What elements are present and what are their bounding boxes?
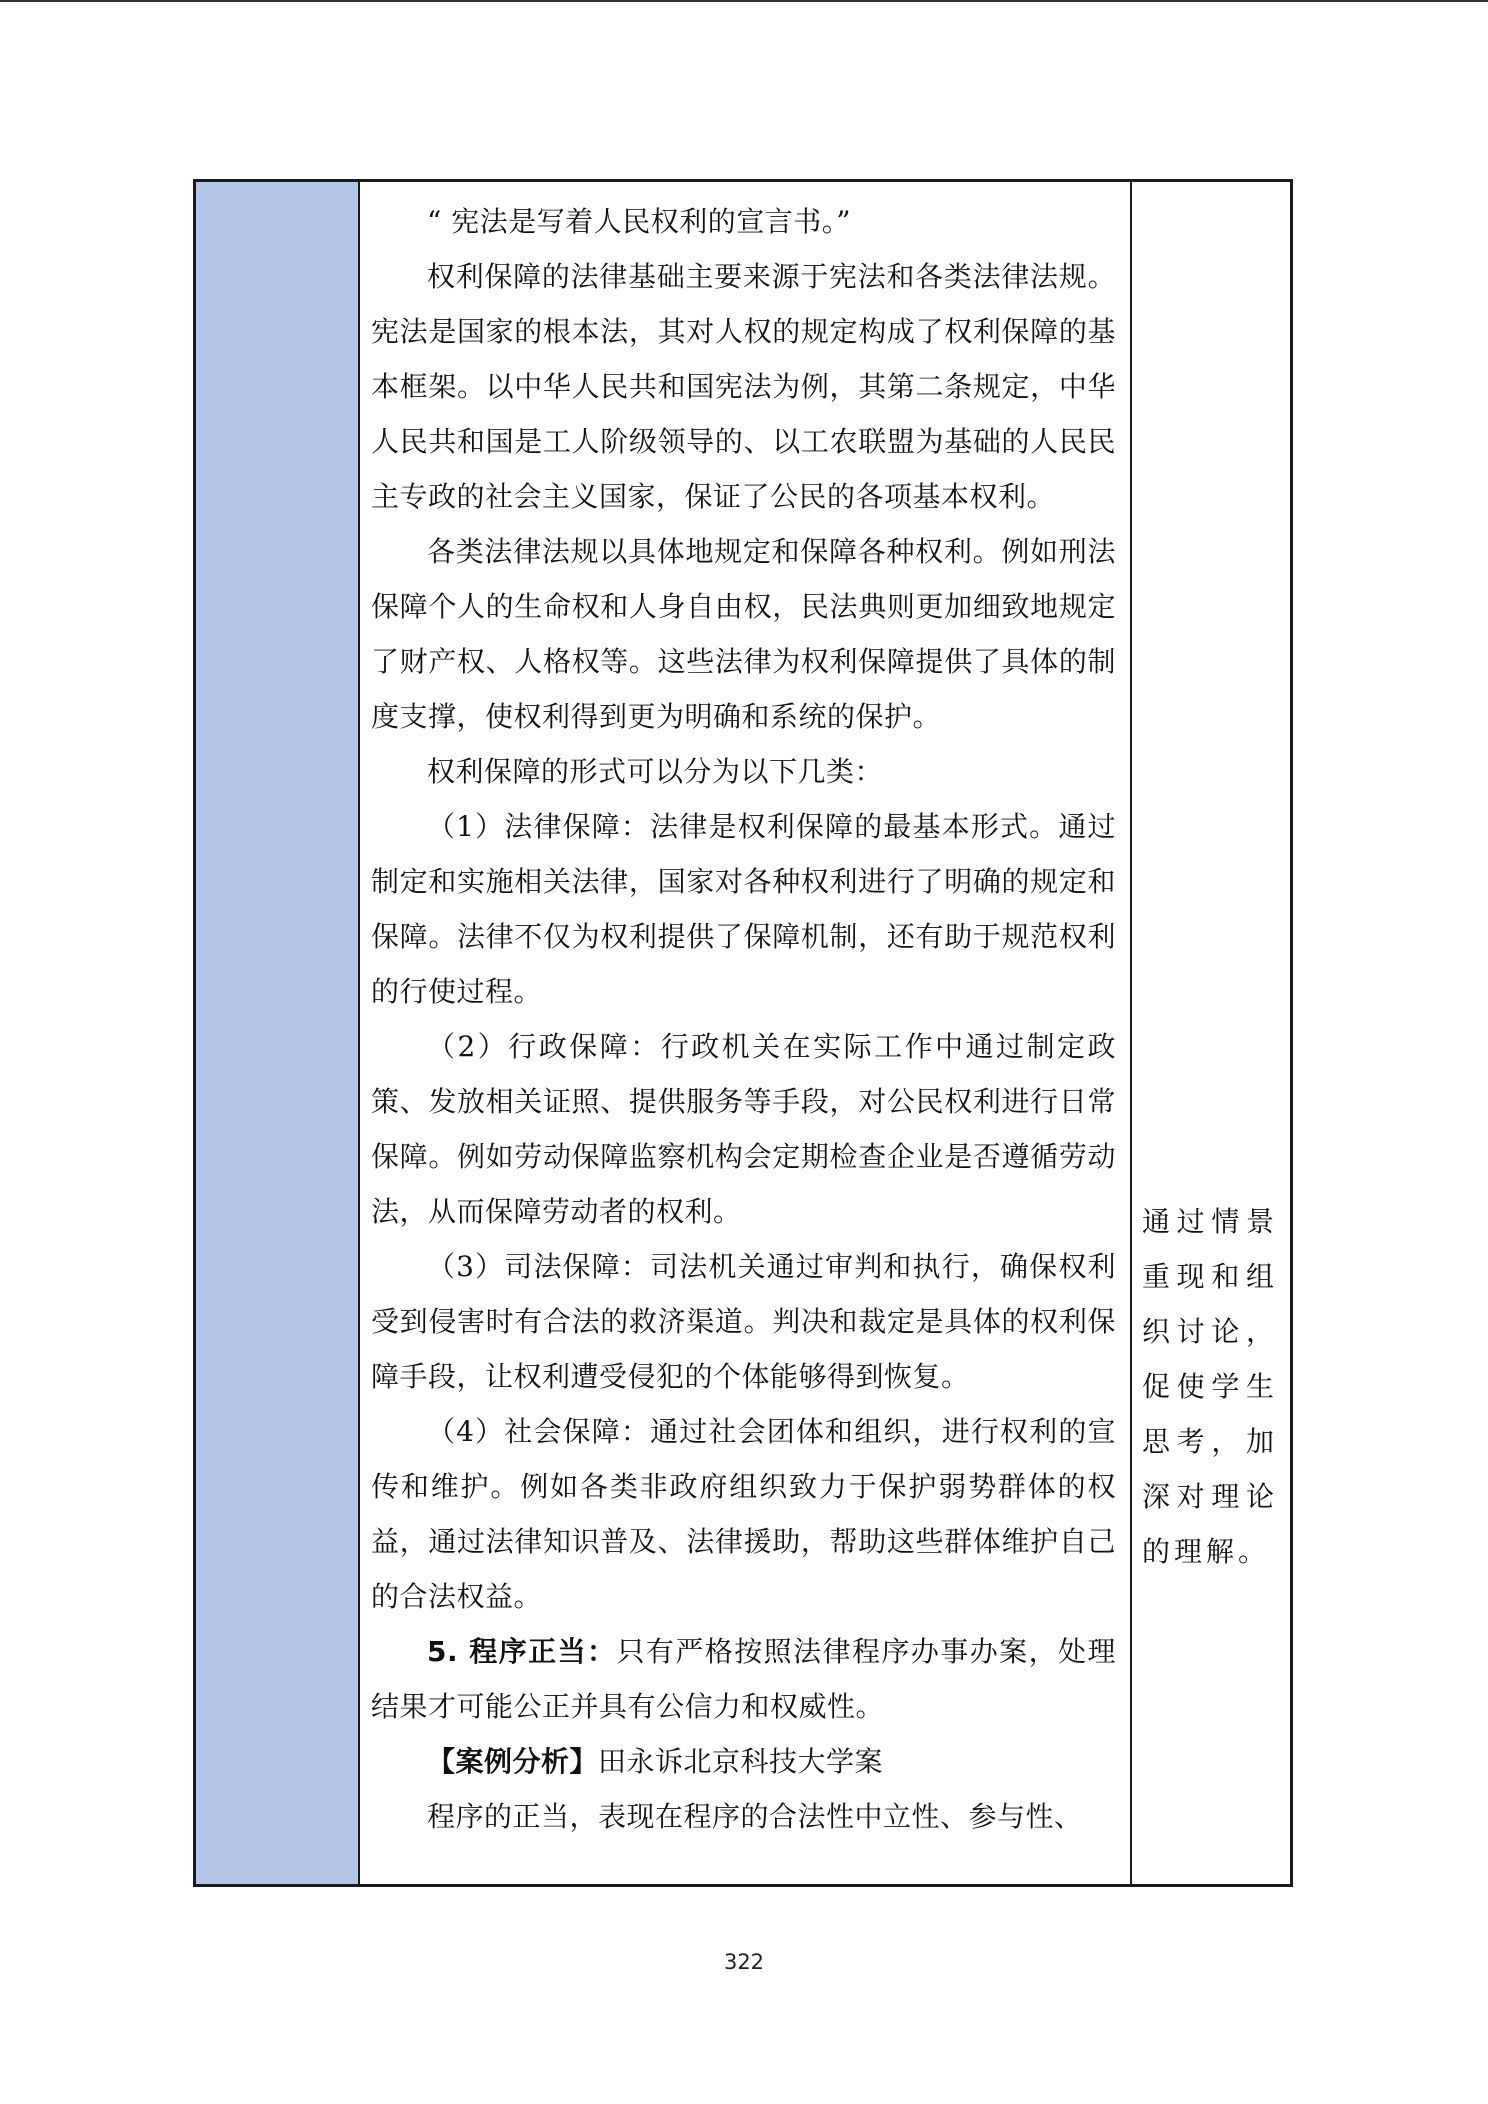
- case-analysis-title: 田永诉北京科技大学案: [598, 1745, 884, 1778]
- content-body: [360, 194, 1130, 1844]
- procedure-paragraph: 程序的正当，表现在程序的合法性中立性、参与性、: [427, 1800, 1083, 1833]
- section-5-text: 只有严格按照法律程序办事办案，处理结果才可能公正并具有公信力和权威性。: [371, 1635, 1116, 1723]
- table-left-column: [196, 182, 360, 1884]
- item-administrative-guarantee: （2）行政保障：行政机关在实际工作中通过制定政策、发放相关证照、提供服务等手段，对公民权利进行日常保障。例如劳动保障监察机构会定期检查企业是否遵循劳动法，从而保障劳动者的权利。: [371, 1030, 1116, 1228]
- top-border-line: [0, 0, 1488, 2]
- table-notes-column: [1130, 182, 1290, 1884]
- laws-paragraph: 各类法律法规以具体地规定和保障各种权利。例如刑法保障个人的生命权和人身自由权，民法典则更加细致地规定了财产权、人格权等。这些法律为权利保障提供了具体的制度支撑，使权利得到更为明确和系统的保护。: [371, 535, 1116, 733]
- case-analysis-paragraph: [371, 1734, 1116, 1789]
- case-analysis-heading: 【案例分析】: [427, 1745, 599, 1778]
- lesson-table: [193, 179, 1293, 1887]
- forms-intro-paragraph: 权利保障的形式可以分为以下几类：: [427, 755, 884, 788]
- section-5-paragraph: [371, 1624, 1116, 1734]
- item-judicial-guarantee: （3）司法保障：司法机关通过审判和执行，确保权利受到侵害时有合法的救济渠道。判决和裁定是具体的权利保障手段，让权利遭受侵犯的个体能够得到恢复。: [371, 1250, 1116, 1393]
- section-5-heading: 5. 程序正当：: [427, 1635, 617, 1668]
- item-legal-guarantee: （1）法律保障：法律是权利保障的最基本形式。通过制定和实施相关法律，国家对各种权利进行了明确的规定和保障。法律不仅为权利提供了保障机制，还有助于规范权利的行使过程。: [371, 810, 1116, 1008]
- teaching-note: 通过情景重现和组织讨论，促使学生思考，加深对理论的理解。: [1142, 1205, 1278, 1568]
- table-content-column: [360, 182, 1130, 1884]
- page-number: 322: [723, 1950, 765, 1974]
- legal-basis-paragraph: 权利保障的法律基础主要来源于宪法和各类法律法规。宪法是国家的根本法，其对人权的规定构成了权利保障的基本框架。以中华人民共和国宪法为例，其第二条规定，中华人民共和国是工人阶级领导的、以工农联盟为基础的人民民主专政的社会主义国家，保证了公民的各项基本权利。: [371, 260, 1116, 513]
- item-social-guarantee: （4）社会保障：通过社会团体和组织，进行权利的宣传和维护。例如各类非政府组织致力于保护弱势群体的权益，通过法律知识普及、法律援助，帮助这些群体维护自己的合法权益。: [371, 1415, 1116, 1613]
- quote-paragraph: “ 宪法是写着人民权利的宣言书。”: [427, 205, 852, 238]
